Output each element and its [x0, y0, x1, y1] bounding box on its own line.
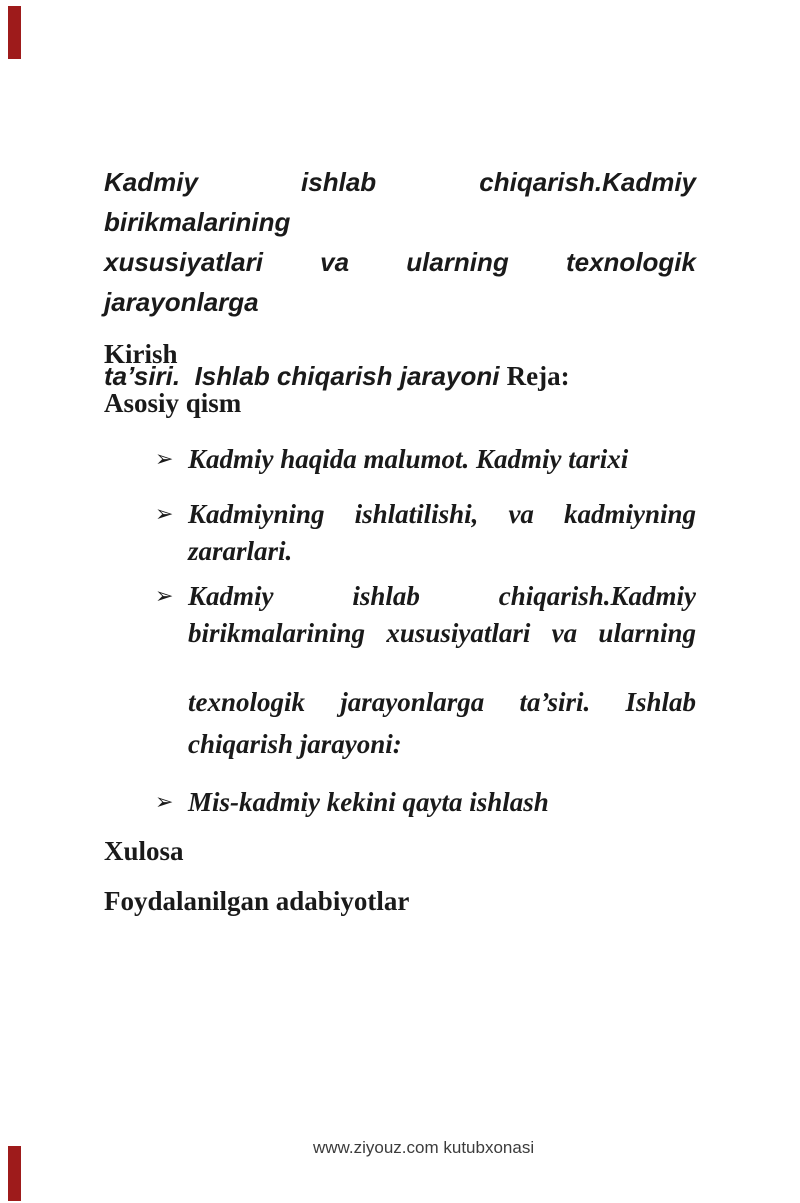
title-reja-label: Reja:	[506, 361, 570, 391]
section-heading-asosiy-qism: Asosiy qism	[104, 388, 242, 418]
title-line-3-italic: ta’siri. Ishlab chiqarish jarayoni	[104, 361, 507, 391]
list-item-2-text	[188, 496, 696, 570]
list-item-1-text	[188, 441, 696, 478]
red-edge-mark-bottom	[8, 1146, 21, 1201]
list-item-2-line-1: Kadmiyning ishlatilishi, va kadmiyning	[188, 499, 696, 529]
section-heading-kirish: Kirish	[104, 339, 178, 369]
bullet-arrow-icon: ➢	[155, 502, 174, 527]
list-item-3-line-2: birikmalarining xususiyatlari va ularning	[188, 618, 696, 648]
list-item-2-line-2: zararlari.	[188, 536, 293, 566]
footer-site-text: www.ziyouz.com kutubxonasi	[313, 1138, 535, 1157]
list-item-4	[155, 784, 696, 821]
title-line-2: xususiyatlari va ularning texnologik jarayonlarga	[104, 247, 696, 317]
list-item-3-line-3: texnologik jarayonlarga ta’siri. Ishlab	[188, 687, 696, 717]
section-heading-xulosa: Xulosa	[104, 836, 184, 866]
list-item-3-line-4: chiqarish jarayoni:	[188, 729, 402, 759]
list-item-3-text	[188, 578, 696, 763]
red-edge-mark-top	[8, 6, 21, 59]
document-title	[104, 162, 696, 396]
bullet-arrow-icon: ➢	[155, 790, 174, 815]
title-line-1: Kadmiy ishlab chiqarish.Kadmiy birikmalarining	[104, 167, 696, 237]
list-item-3-line-1: Kadmiy ishlab chiqarish.Kadmiy	[188, 581, 696, 611]
list-item-2	[155, 496, 696, 570]
list-item-1	[155, 441, 696, 478]
list-item-3	[155, 578, 696, 763]
list-item-4-line-1: Mis-kadmiy kekini qayta ishlash	[188, 787, 549, 817]
list-item-4-text	[188, 784, 696, 821]
section-heading-adabiyotlar: Foydalanilgan adabiyotlar	[104, 886, 410, 916]
bullet-arrow-icon: ➢	[155, 584, 174, 609]
bullet-arrow-icon: ➢	[155, 447, 174, 472]
list-item-1-line-1: Kadmiy haqida malumot. Kadmiy tarixi	[188, 444, 629, 474]
